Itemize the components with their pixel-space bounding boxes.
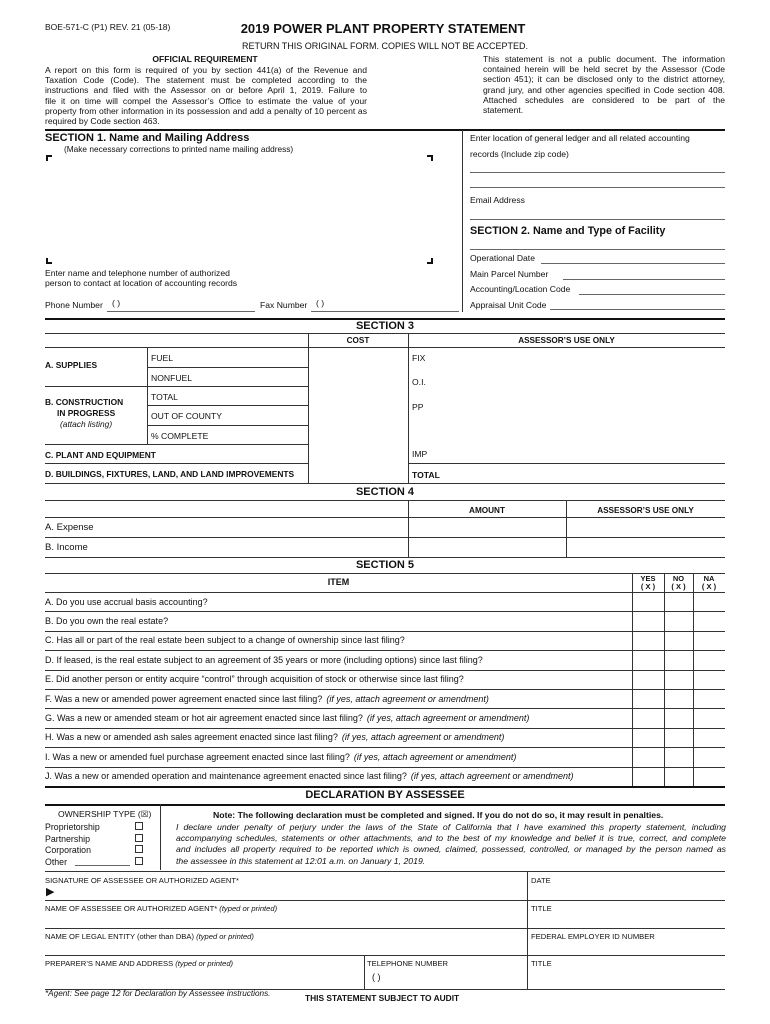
- fix-label: FIX: [412, 353, 426, 363]
- question-item: [45, 713, 529, 723]
- question-text: B. Do you own the real estate?: [45, 615, 169, 626]
- answer-yes-cell[interactable]: [632, 611, 664, 630]
- telephone-label: TELEPHONE NUMBER: [367, 959, 449, 968]
- answer-na-cell[interactable]: [693, 631, 725, 650]
- s5-top: [45, 573, 725, 574]
- question-text: D. If leased, is the real estate subject to an agreement of 35 years or more (including options) since last filing?: [45, 654, 483, 665]
- answer-na-cell[interactable]: [693, 708, 725, 727]
- question-note: (if yes, attach agreement or amendment): [366, 712, 530, 723]
- question-text: I. Was a new or amended fuel purchase agreement enacted since last filing?: [45, 751, 350, 762]
- question-row-rule: [45, 611, 725, 612]
- total-label: TOTAL: [412, 470, 440, 480]
- question-row-rule: [45, 650, 725, 651]
- question-item: [45, 616, 168, 626]
- preparer-input[interactable]: [45, 969, 360, 985]
- ownership-proprietorship: Proprietorship: [45, 822, 100, 832]
- income-amount-input[interactable]: [410, 539, 564, 556]
- answer-no-cell[interactable]: [664, 650, 693, 669]
- question-row-rule: [45, 689, 725, 690]
- r5: [45, 444, 308, 445]
- expense-label: A. Expense: [45, 522, 94, 533]
- imp-label: IMP: [412, 449, 428, 459]
- plant-equipment-input[interactable]: [310, 445, 406, 462]
- s5-hdr: [45, 592, 725, 593]
- question-text: G. Was a new or amended steam or hot air agreement enacted since last filing?: [45, 712, 363, 723]
- section3-title: SECTION 3: [355, 320, 415, 332]
- title-label: TITLE: [531, 904, 552, 913]
- d-c1: [527, 871, 528, 989]
- section1-divider: [462, 130, 463, 312]
- partnership-checkbox[interactable]: [135, 834, 143, 842]
- answer-no-cell[interactable]: [664, 611, 693, 630]
- form-title: 2019 POWER PLANT PROPERTY STATEMENT: [240, 21, 526, 36]
- supplies-label: A. SUPPLIES: [45, 360, 98, 370]
- d-c2: [364, 955, 365, 989]
- r1: [147, 367, 308, 368]
- email-line: [470, 219, 725, 220]
- phone-label: Phone Number: [45, 300, 103, 310]
- telephone-input[interactable]: [410, 971, 522, 985]
- amount-header: AMOUNT: [469, 506, 505, 515]
- r4: [147, 425, 308, 426]
- declaration-note: Note: The following declaration must be completed and signed. If you do not do so, it may result in penalties.: [213, 810, 664, 820]
- declaration-rule: [45, 804, 725, 806]
- declaration-text: I declare under penalty of perjury under the laws of the State of California that I have examined this property statement, including accompanying schedules, statements or other attachments, and to the best of my knowledge and belief it is true, correct, and complete and includes all property required to be reported which is owned, claimed, possessed, controlled, or managed by the person named as the assessee in this statement at 12:01 a.m. on January 1, 2019.: [176, 822, 726, 866]
- answer-na-cell[interactable]: [693, 689, 725, 708]
- section3-col3: [408, 333, 409, 483]
- title2-label: TITLE: [531, 959, 552, 968]
- question-text: E. Did another person or entity acquire “control” through acquisition of stock or otherwise since last filing?: [45, 674, 464, 685]
- question-text: C. Has all or part of the real estate been subject to a change of ownership since last filing?: [45, 635, 405, 646]
- pct-complete-label: % COMPLETE: [151, 431, 209, 441]
- fax-label: Fax Number: [260, 300, 308, 310]
- question-row-rule: [45, 728, 725, 729]
- signature-label: SIGNATURE OF ASSESSEE OR AUTHORIZED AGENT*: [45, 876, 239, 885]
- answer-yes-cell[interactable]: [632, 631, 664, 650]
- d-r2: [45, 900, 725, 901]
- question-text: A. Do you use accrual basis accounting?: [45, 596, 208, 607]
- main-parcel-input[interactable]: [565, 267, 725, 279]
- section1-note: (Make necessary corrections to printed name mailing address): [64, 144, 294, 154]
- other-checkbox[interactable]: [135, 857, 143, 865]
- fuel-cost-input[interactable]: [310, 349, 406, 366]
- question-item: [45, 694, 489, 704]
- answer-na-cell[interactable]: [693, 670, 725, 689]
- ledger-instruction-2: records (Include zip code): [470, 149, 569, 159]
- s4-r2: [45, 517, 725, 518]
- question-row-rule: [45, 670, 725, 671]
- section5-bottom-rule: [45, 786, 725, 788]
- section2-rule: [470, 249, 725, 250]
- d-r3: [45, 928, 725, 929]
- appraisal-unit-label: Appraisal Unit Code: [470, 300, 547, 310]
- preparer-label: PREPARER’S NAME AND ADDRESS (typed or printed): [45, 959, 234, 968]
- official-requirement-text: A report on this form is required of you by section 441(a) of the Revenue and Taxation Code (Code). The statement must be completed according to the instructions and filed with the Assessor on or before April 1, 2019. Failure to file it on time will compel the Assessor’s Office to estimate the value of your property from other information in its possession and add a penalty of 10 percent as required by Code section 463.: [45, 65, 367, 127]
- pct-complete-input[interactable]: [310, 426, 406, 443]
- question-item: [45, 655, 483, 665]
- buildings-label: D. BUILDINGS, FIXTURES, LAND, AND LAND IMPROVEMENTS: [45, 469, 295, 479]
- answer-yes-cell[interactable]: [632, 767, 664, 786]
- answer-no-cell[interactable]: [664, 670, 693, 689]
- pp-label: PP: [412, 402, 424, 412]
- answer-no-cell[interactable]: [664, 631, 693, 650]
- supplies-total-input[interactable]: [310, 387, 406, 404]
- entity-input[interactable]: [45, 941, 523, 954]
- ownership-type-title: OWNERSHIP TYPE (☒): [58, 809, 152, 819]
- accounting-code-label: Accounting/Location Code: [470, 284, 571, 294]
- question-row-rule: [45, 631, 725, 632]
- fuel-label: FUEL: [151, 353, 173, 363]
- ownership-corporation: Corporation: [45, 845, 91, 855]
- ledger-line-2: [470, 187, 725, 188]
- answer-no-cell[interactable]: [664, 708, 693, 727]
- proprietorship-checkbox[interactable]: [135, 822, 143, 830]
- title2-input[interactable]: [531, 969, 721, 985]
- yes-header: YES ( X ): [640, 574, 656, 591]
- answer-no-cell[interactable]: [664, 728, 693, 747]
- main-parcel-line: [563, 279, 725, 280]
- buildings-input[interactable]: [310, 464, 406, 482]
- answer-na-cell[interactable]: [693, 650, 725, 669]
- signature-arrow-icon: ▶: [46, 886, 55, 898]
- income-label: B. Income: [45, 542, 88, 553]
- signature-input[interactable]: [62, 886, 522, 900]
- answer-yes-cell[interactable]: [632, 592, 664, 611]
- phone-paren: ( ): [112, 298, 121, 308]
- question-item: [45, 732, 504, 742]
- expense-amount-input[interactable]: [410, 519, 564, 536]
- question-row-rule: [45, 747, 725, 748]
- form-subtitle: RETURN THIS ORIGINAL FORM. COPIES WILL NOT BE ACCEPTED.: [241, 41, 529, 51]
- construction-label: B. CONSTRUCTION IN PROGRESS (attach listing): [45, 397, 124, 429]
- ledger-instruction: Enter location of general ledger and all related accounting: [470, 133, 690, 143]
- section3-rule: [45, 333, 725, 334]
- question-note: (if yes, attach agreement or amendment): [341, 732, 505, 743]
- na-header: NA ( X ): [701, 574, 717, 591]
- title-input[interactable]: [531, 914, 721, 927]
- contact-instructions: Enter name and telephone number of authorized person to contact at location of accounting records: [45, 268, 238, 289]
- d-r4: [45, 955, 725, 956]
- question-item: [45, 771, 573, 781]
- accounting-code-input[interactable]: [581, 282, 725, 294]
- question-text: H. Was a new or amended ash sales agreement enacted since last filing?: [45, 732, 338, 743]
- question-note: (if yes, attach agreement or amendment): [410, 771, 574, 782]
- s4-r3: [45, 537, 725, 538]
- answer-yes-cell[interactable]: [632, 747, 664, 766]
- question-item: [45, 752, 516, 762]
- ownership-partnership: Partnership: [45, 833, 90, 844]
- question-text: J. Was a new or amended operation and maintenance agreement enacted since last filing?: [45, 771, 407, 782]
- s4-r1: [45, 500, 725, 501]
- answer-yes-cell[interactable]: [632, 728, 664, 747]
- ownership-types: [45, 822, 100, 868]
- agent-note: *Agent: See page 12 for Declaration by Assessee instructions.: [45, 989, 271, 998]
- no-header: NO ( X ): [671, 574, 686, 591]
- address-corner-bl: [46, 258, 52, 264]
- corporation-checkbox[interactable]: [135, 845, 143, 853]
- section1-title: SECTION 1. Name and Mailing Address: [45, 132, 250, 144]
- confidentiality-notice: This statement is not a public document. The information contained herein will be held secret by the Assessor (Code section 451); it can be disclosed only to the district attorney, grand jury, and other agencies specified in Code section 408. Attached schedules are considered to be part of the statement.: [483, 54, 725, 116]
- fax-paren: ( ): [316, 298, 325, 308]
- question-item: [45, 597, 208, 607]
- d-r1: [45, 871, 725, 872]
- operational-date-label: Operational Date: [470, 253, 535, 263]
- operational-date-line: [541, 263, 725, 264]
- form-id: BOE-571-C (P1) REV. 21 (05-18): [45, 22, 171, 32]
- answer-yes-cell[interactable]: [632, 708, 664, 727]
- entity-label: NAME OF LEGAL ENTITY (other than DBA) (typed or printed): [45, 932, 254, 941]
- section2-title: SECTION 2. Name and Type of Facility: [470, 225, 666, 237]
- header-rule: [45, 129, 725, 131]
- official-requirement-heading: OFFICIAL REQUIREMENT: [152, 54, 258, 64]
- question-row-rule: [45, 767, 725, 768]
- date-input[interactable]: [531, 886, 721, 900]
- fax-line: [311, 311, 459, 312]
- r2: [45, 386, 308, 387]
- name-input[interactable]: [45, 914, 523, 927]
- oi-label: O.I.: [412, 377, 426, 387]
- assessor-use-header: ASSESSOR’S USE ONLY: [518, 336, 615, 345]
- section4-title: SECTION 4: [355, 486, 415, 498]
- item-header: ITEM: [327, 577, 350, 587]
- section3-col1: [147, 347, 148, 444]
- declaration-title: DECLARATION BY ASSESSEE: [305, 789, 465, 801]
- assessor-use-header-2: ASSESSOR’S USE ONLY: [597, 506, 694, 515]
- r7: [45, 483, 725, 484]
- section3-col2: [308, 333, 309, 483]
- appraisal-unit-input[interactable]: [552, 297, 725, 309]
- question-item: [45, 635, 405, 645]
- answer-yes-cell[interactable]: [632, 670, 664, 689]
- fax-number-input[interactable]: [345, 299, 457, 311]
- email-input[interactable]: [470, 206, 725, 219]
- nonfuel-cost-input[interactable]: [310, 368, 406, 385]
- answer-no-cell[interactable]: [664, 767, 693, 786]
- ownership-other: Other: [45, 856, 68, 867]
- operational-date-input[interactable]: [545, 251, 725, 263]
- answer-no-cell[interactable]: [664, 689, 693, 708]
- fein-input[interactable]: [531, 941, 721, 954]
- other-line: [75, 865, 130, 866]
- main-parcel-label: Main Parcel Number: [470, 269, 549, 279]
- address-corner-tr: [427, 155, 433, 161]
- address-corner-tl: [46, 155, 52, 161]
- section5-title: SECTION 5: [355, 559, 415, 571]
- nonfuel-label: NONFUEL: [151, 373, 193, 383]
- out-of-county-input[interactable]: [310, 406, 406, 424]
- answer-yes-cell[interactable]: [632, 689, 664, 708]
- answer-na-cell[interactable]: [693, 611, 725, 630]
- answer-na-cell[interactable]: [693, 767, 725, 786]
- phone-line: [107, 311, 255, 312]
- total-supplies-label: TOTAL: [151, 392, 178, 402]
- r8: [408, 463, 725, 464]
- mailing-address-field[interactable]: [56, 165, 422, 255]
- s4-r4: [45, 557, 725, 558]
- audit-notice: THIS STATEMENT SUBJECT TO AUDIT: [305, 993, 460, 1003]
- question-row-rule: [45, 708, 725, 709]
- answer-na-cell[interactable]: [693, 747, 725, 766]
- r6: [45, 463, 308, 464]
- ledger-location-input[interactable]: [470, 160, 725, 186]
- answer-yes-cell[interactable]: [632, 650, 664, 669]
- plant-equipment-label: C. PLANT AND EQUIPMENT: [45, 450, 156, 460]
- answer-no-cell[interactable]: [664, 747, 693, 766]
- email-label: Email Address: [470, 195, 525, 205]
- decl-divider: [160, 804, 161, 870]
- answer-na-cell[interactable]: [693, 592, 725, 611]
- out-of-county-label: OUT OF COUNTY: [151, 411, 222, 421]
- telephone-paren: ( ): [372, 972, 381, 982]
- address-corner-br: [427, 258, 433, 264]
- answer-na-cell[interactable]: [693, 728, 725, 747]
- question-note: (if yes, attach agreement or amendment): [326, 693, 489, 704]
- appraisal-unit-line: [550, 309, 725, 310]
- fein-label: FEDERAL EMPLOYER ID NUMBER: [531, 932, 655, 941]
- name-label: NAME OF ASSESSEE OR AUTHORIZED AGENT* (typed or printed): [45, 904, 278, 913]
- question-text: F. Was a new or amended power agreement enacted since last filing?: [45, 693, 323, 704]
- r3: [147, 405, 308, 406]
- cost-header: COST: [346, 336, 370, 345]
- answer-no-cell[interactable]: [664, 592, 693, 611]
- date-label: DATE: [531, 876, 551, 885]
- question-item: [45, 674, 464, 684]
- accounting-code-line: [579, 294, 725, 295]
- question-note: (if yes, attach agreement or amendment): [353, 751, 517, 762]
- phone-number-input[interactable]: [140, 299, 252, 311]
